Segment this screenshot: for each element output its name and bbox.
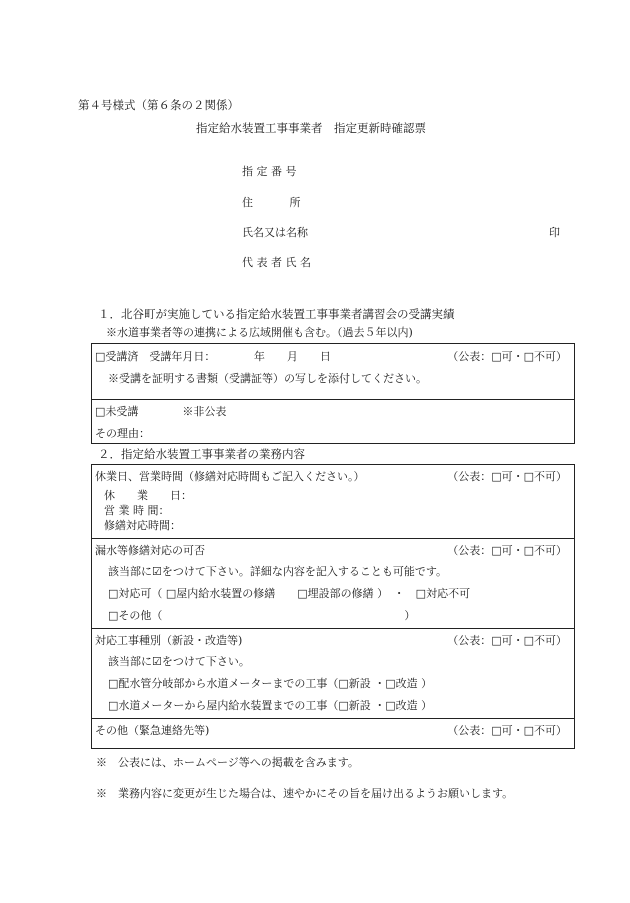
hours-title: 休業日、営業時間（修繕対応時間もご記入ください。） <box>95 470 365 483</box>
leak-other-line[interactable]: □その他（ ） <box>108 609 416 622</box>
not-attended-line[interactable]: □未受講 ※非公表 <box>95 405 227 418</box>
leak-title: 漏水等修繕対応の可否 <box>95 544 205 557</box>
business-box <box>91 464 575 749</box>
reason-label: その理由： <box>95 427 150 440</box>
section1-note: ※水道事業者等の連携による広域開催も含む。（過去５年以内) <box>106 326 413 339</box>
address-label: 住 所 <box>242 196 301 209</box>
seal-mark: 印 <box>549 226 560 239</box>
hours-public-checkbox[interactable]: （公表：□可・□不可） <box>447 470 567 483</box>
designation-number-label: 指 定 番 号 <box>242 165 297 178</box>
attended-line: □受講済 受講年月日： 年 月 日 <box>95 350 331 363</box>
leak-instruction: 該当部に☑をつけて下さい。詳細な内容を記入することも可能です。 <box>108 565 447 578</box>
attended-public-checkbox[interactable]: （公表：□可・□不可） <box>447 350 567 363</box>
section2-heading: ２．指定給水装置工事事業者の業務内容 <box>98 447 305 461</box>
form-number: 第４号様式（第６条の２関係） <box>78 98 239 112</box>
work-option-2[interactable]: □水道メーターから屋内給水装置までの工事（□新設 ・□改造 ） <box>108 699 433 712</box>
repair-hours-label: 修繕対応時間： <box>104 519 181 532</box>
divider <box>92 718 574 719</box>
divider <box>92 538 574 539</box>
representative-label: 代 表 者 氏 名 <box>242 256 311 269</box>
divider <box>92 399 574 400</box>
work-option-1[interactable]: □配水管分岐部から水道メーターまでの工事（□新設 ・□改造 ） <box>108 677 433 690</box>
holiday-label: 休 業 日： <box>104 489 192 502</box>
work-title: 対応工事種別（新設・改造等) <box>95 634 243 647</box>
footnote-public: ※ 公表には、ホームページ等への掲載を含みます。 <box>96 756 359 769</box>
name-label: 氏名又は名称 <box>242 226 308 239</box>
training-box <box>91 343 575 444</box>
leak-option-line[interactable]: □対応可（ □屋内給水装置の修繕 □埋設部の修繕 ） ・ □対応不可 <box>108 587 471 600</box>
other-title: その他（緊急連絡先等) <box>95 724 210 737</box>
footnote-changes: ※ 業務内容に変更が生じた場合は、速やかにその旨を届け出るようお願いします。 <box>96 787 514 800</box>
attended-note: ※受講を証明する書類（受講証等）の写しを添付してください。 <box>108 372 427 385</box>
work-instruction: 該当部に☑をつけて下さい。 <box>108 655 250 668</box>
section1-heading: １．北谷町が実施している指定給水装置工事事業者講習会の受講実績 <box>98 307 455 321</box>
form-title: 指定給水装置工事事業者 指定更新時確認票 <box>196 121 426 135</box>
business-hours-label: 営 業 時 間： <box>104 504 170 517</box>
leak-public-checkbox[interactable]: （公表：□可・□不可） <box>447 544 567 557</box>
other-public-checkbox[interactable]: （公表：□可・□不可） <box>447 724 567 737</box>
work-public-checkbox[interactable]: （公表：□可・□不可） <box>447 634 567 647</box>
divider <box>92 628 574 629</box>
